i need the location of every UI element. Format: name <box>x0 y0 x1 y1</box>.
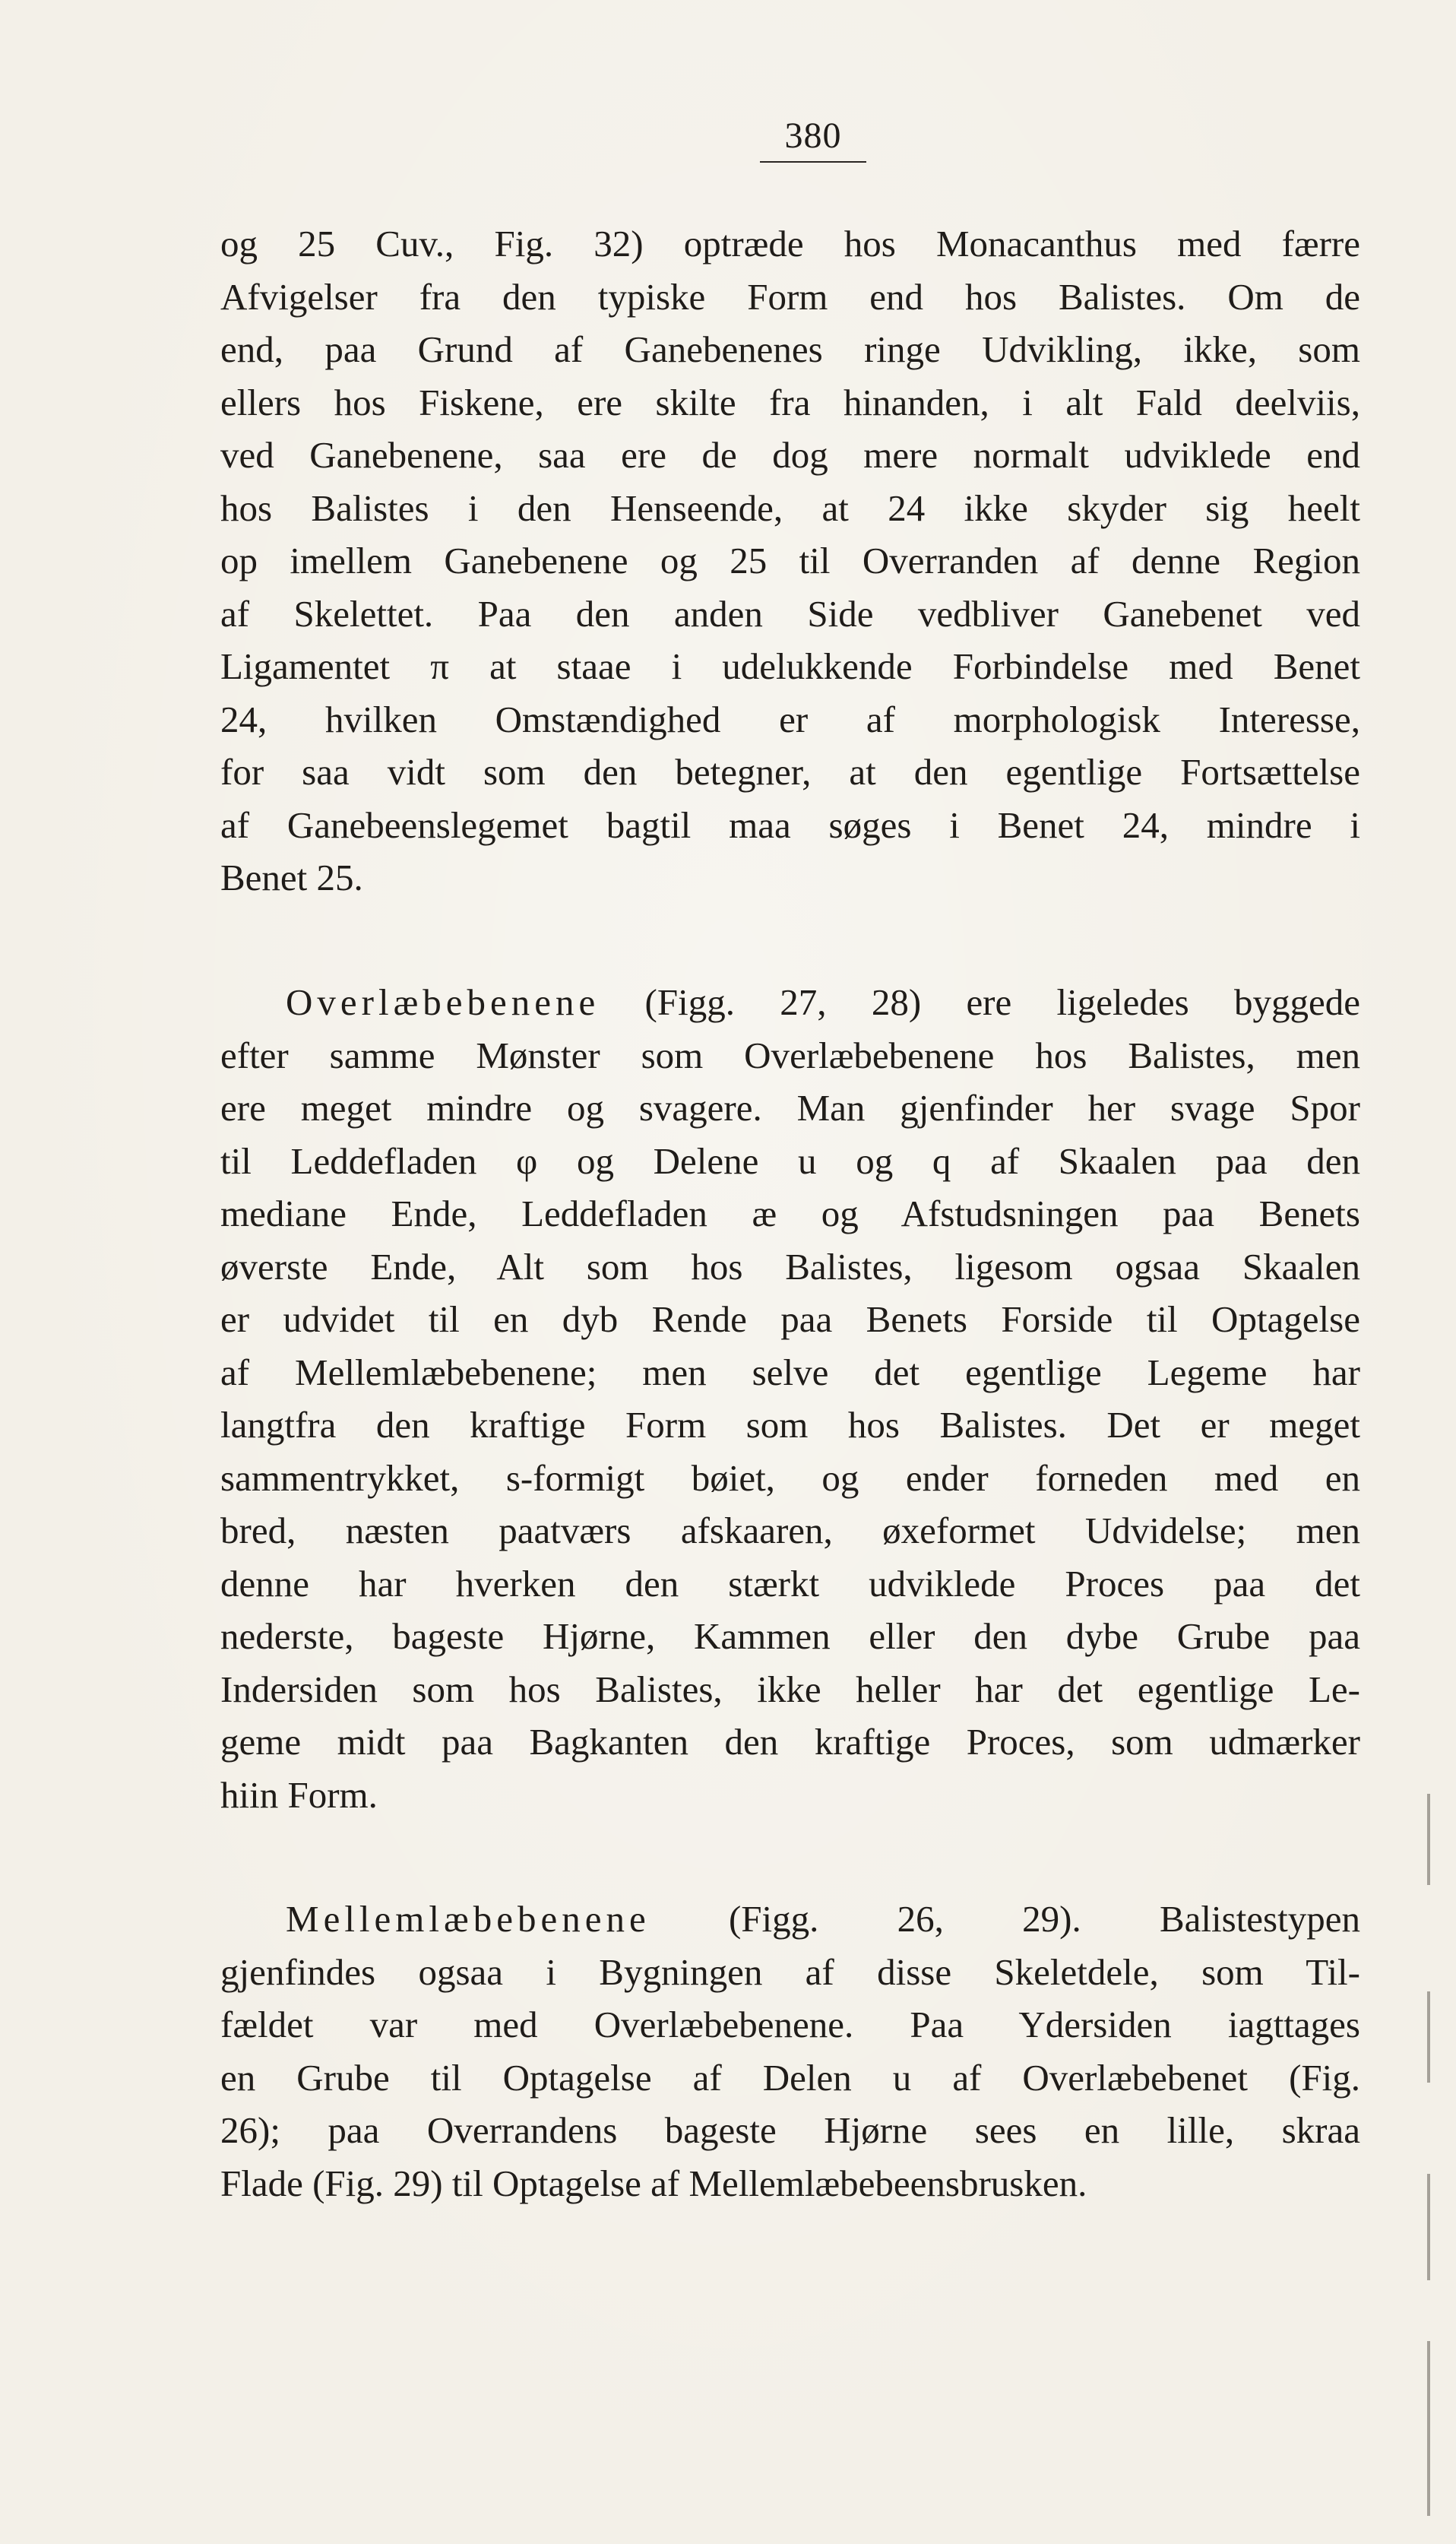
paragraph-line: efter samme Mønster som Overlæbebenene hos Balistes, men <box>220 1034 1360 1076</box>
paragraph-first-line <box>220 976 1360 1029</box>
paragraph-line: ved Ganebenene, saa ere de dog mere normalt udviklede end <box>220 434 1360 476</box>
paragraph-line: langtfra den kraftige Form som hos Balistes. Det er meget <box>220 1404 1360 1446</box>
page-edge-shadow <box>1427 1991 1430 2083</box>
paragraph-line: denne har hverken den stærkt udviklede Proces paa det <box>220 1562 1360 1605</box>
paragraph-line: hos Balistes i den Henseende, at 24 ikke skyder sig heelt <box>220 486 1360 529</box>
paragraph-line: end, paa Grund af Ganebenenes ringe Udvikling, ikke, som <box>220 328 1360 370</box>
paragraph-line: ere meget mindre og svagere. Man gjenfinder her svage Spor <box>220 1087 1360 1129</box>
paragraph-line: nederste, bageste Hjørne, Kammen eller den dybe Grube paa <box>220 1615 1360 1657</box>
paragraph-line: Indersiden som hos Balistes, ikke heller har det egentlige Le- <box>220 1668 1360 1710</box>
paragraph-line: gjenfindes ogsaa i Bygningen af disse Skeletdele, som Til- <box>220 1950 1360 1993</box>
paragraph-line: er udvidet til en dyb Rende paa Benets Forside til Optagelse <box>220 1298 1360 1340</box>
paragraph-line: Ligamentet π at staae i udelukkende Forbindelse med Benet <box>220 645 1360 687</box>
paragraph-line: af Mellemlæbebenene; men selve det egentlige Legeme har <box>220 1351 1360 1393</box>
page-number: 380 <box>760 114 866 163</box>
paragraph-line: øverste Ende, Alt som hos Balistes, ligesom ogsaa Skaalen <box>220 1245 1360 1288</box>
paragraph-line: og 25 Cuv., Fig. 32) optræde hos Monacanthus med færre <box>220 223 1360 265</box>
emphasized-term: Mellemlæbebenene <box>286 1898 650 1940</box>
paragraph-line: Afvigelser fra den typiske Form end hos Balistes. Om de <box>220 275 1360 318</box>
paragraph-line: til Leddefladen φ og Delene u og q af Skaalen paa den <box>220 1139 1360 1182</box>
paragraph-line: af Ganebeenslegemet bagtil maa søges i Benet 24, mindre i <box>220 803 1360 846</box>
paragraph-first-line <box>220 1893 1360 1946</box>
page-edge-shadow <box>1427 2341 1430 2516</box>
page-edge-shadow <box>1427 2174 1430 2280</box>
emphasized-term: Overlæbebenene <box>286 981 600 1023</box>
paragraph-line: en Grube til Optagelse af Delen u af Overlæbebenet (Fig. <box>220 2056 1360 2099</box>
paragraph-line-rest: (Figg. 26, 29). Balistestypen <box>650 1898 1360 1940</box>
paragraph-1 <box>220 217 1360 904</box>
paragraph-line: Benet 25. <box>220 857 363 898</box>
paragraph-line: fældet var med Overlæbebenene. Paa Ydersiden iagttages <box>220 2004 1360 2045</box>
paragraph-line: geme midt paa Bagkanten den kraftige Proces, som udmærker <box>220 1721 1360 1763</box>
paragraph-line: hiin Form. <box>220 1773 378 1816</box>
paragraph-line: sammentrykket, s-formigt bøiet, og ender forneden med en <box>220 1456 1360 1499</box>
paragraph-3 <box>220 1893 1360 2210</box>
page-edge-shadow <box>1427 1794 1430 1885</box>
paragraph-line: bred, næsten paatværs afskaaren, øxeformet Udvidelse; men <box>220 1510 1360 1551</box>
paragraph-line: Flade (Fig. 29) til Optagelse af Mellemlæbebeensbrusken. <box>220 2162 1087 2204</box>
paragraph-line: ellers hos Fiskene, ere skilte fra hinanden, i alt Fald deelviis, <box>220 381 1360 423</box>
paragraph-line: op imellem Ganebenene og 25 til Overranden af denne Region <box>220 540 1360 581</box>
paragraph-2 <box>220 976 1360 1821</box>
paragraph-line: for saa vidt som den betegner, at den egentlige Fortsættelse <box>220 751 1360 793</box>
paragraph-line: af Skelettet. Paa den anden Side vedbliver Ganebenet ved <box>220 592 1360 635</box>
paragraph-line: 26); paa Overrandens bageste Hjørne sees en lille, skraa <box>220 2109 1360 2151</box>
paragraph-line-rest: (Figg. 27, 28) ere ligeledes byggede <box>600 981 1360 1023</box>
paragraph-line: mediane Ende, Leddefladen æ og Afstudsningen paa Benets <box>220 1193 1360 1234</box>
paragraph-line: 24, hvilken Omstændighed er af morphologisk Interesse, <box>220 698 1360 740</box>
